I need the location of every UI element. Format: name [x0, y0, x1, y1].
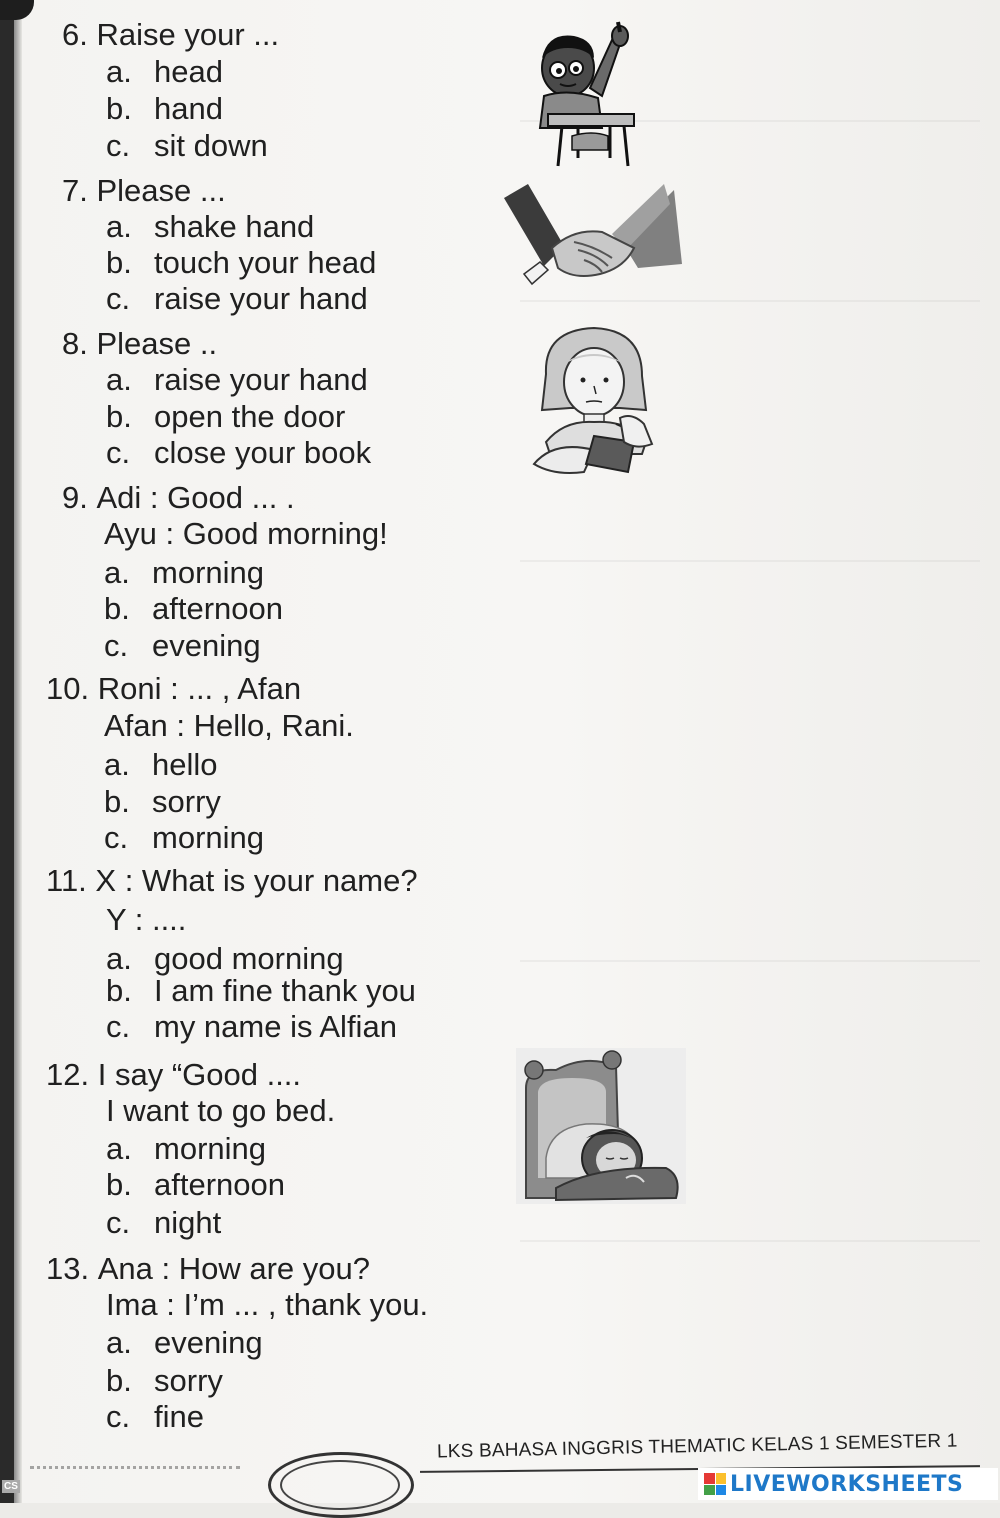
footer-handwritten-scrawl [30, 1466, 240, 1481]
scanner-watermark [2, 1480, 20, 1493]
option-6c[interactable] [106, 127, 268, 164]
option-text: head [154, 54, 223, 89]
option-text: raise your hand [154, 281, 368, 316]
option-letter: c. [104, 628, 129, 663]
option-7c[interactable] [106, 280, 368, 317]
option-8b[interactable] [106, 398, 345, 435]
question-7 [62, 172, 226, 209]
question-number: 6. [62, 17, 88, 52]
option-text: afternoon [154, 1167, 285, 1202]
question-12 [46, 1056, 301, 1093]
option-letter: c. [106, 1399, 131, 1434]
liveworksheets-logo-icon [704, 1473, 726, 1495]
question-8 [62, 325, 217, 362]
option-text: afternoon [152, 591, 283, 626]
option-text: hand [154, 91, 223, 126]
option-text: morning [154, 1131, 266, 1166]
option-letter: a. [106, 1325, 132, 1360]
option-text: hello [152, 747, 218, 782]
option-letter: b. [106, 91, 132, 126]
option-letter: b. [106, 399, 132, 434]
question-number: 8. [62, 326, 88, 361]
show-through-line [520, 560, 980, 562]
option-text: fine [154, 1399, 204, 1434]
option-letter: a. [104, 747, 130, 782]
option-letter: a. [106, 362, 132, 397]
liveworksheets-logo[interactable] [698, 1468, 998, 1500]
question-9 [62, 479, 295, 516]
question-number: 12. [46, 1057, 90, 1092]
option-10b[interactable] [104, 783, 221, 820]
dialogue-line: Ima : I’m ... , thank you. [106, 1287, 429, 1322]
option-10c[interactable] [104, 819, 264, 856]
page-binding-shadow [0, 0, 14, 1503]
footer-book-title: LKS BAHASA INGGRIS THEMATIC KELAS 1 SEMESTER 1 [436, 1430, 958, 1463]
option-13a[interactable] [106, 1324, 263, 1361]
option-letter: a. [106, 209, 132, 244]
option-letter: a. [104, 555, 130, 590]
option-letter: a. [106, 941, 132, 976]
question-number: 7. [62, 173, 88, 208]
show-through-line [520, 1240, 980, 1242]
boy-raising-hand-illustration [528, 18, 638, 170]
option-letter: c. [106, 128, 131, 163]
option-letter: b. [106, 1363, 132, 1398]
option-text: shake hand [154, 209, 315, 244]
option-letter: b. [104, 784, 130, 819]
option-letter: a. [106, 54, 132, 89]
question-stem: I say “Good .... [97, 1057, 302, 1092]
option-letter: c. [106, 1205, 131, 1240]
option-letter: c. [106, 435, 131, 470]
question-stem: Ana : How are you? [97, 1251, 370, 1286]
option-letter: c. [104, 820, 129, 855]
option-letter: b. [106, 245, 132, 280]
show-through-line [520, 960, 980, 962]
option-letter: b. [104, 591, 130, 626]
option-12c[interactable] [106, 1204, 221, 1241]
option-7a[interactable] [106, 208, 314, 245]
option-12a[interactable] [106, 1130, 266, 1167]
option-9b[interactable] [104, 590, 283, 627]
option-text: touch your head [154, 245, 377, 280]
option-text: raise your hand [154, 362, 368, 397]
option-text: morning [152, 555, 264, 590]
option-12b[interactable] [106, 1166, 285, 1203]
option-text: my name is Alfian [154, 1009, 397, 1044]
option-letter: b. [106, 973, 132, 1008]
option-11b[interactable] [106, 972, 416, 1009]
option-6b[interactable] [106, 90, 223, 127]
option-text: sit down [154, 128, 268, 163]
option-text: sorry [154, 1363, 223, 1398]
option-text: good morning [154, 941, 344, 976]
option-text: morning [152, 820, 264, 855]
question-stem: Roni : ... , Afan [97, 671, 302, 706]
show-through-line [520, 300, 980, 302]
dialogue-line: Afan : Hello, Rani. [104, 708, 354, 743]
option-10a[interactable] [104, 746, 218, 783]
option-text: sorry [152, 784, 221, 819]
question-number: 9. [62, 480, 88, 515]
question-number: 13. [46, 1251, 90, 1286]
option-8a[interactable] [106, 361, 368, 398]
option-letter: b. [106, 1167, 132, 1202]
dialogue-line: Y : .... [106, 902, 187, 937]
option-9a[interactable] [104, 554, 264, 591]
option-6a[interactable] [106, 53, 223, 90]
option-letter: c. [106, 281, 131, 316]
option-letter: c. [106, 1009, 131, 1044]
option-7b[interactable] [106, 244, 376, 281]
girl-closing-book-illustration [524, 324, 670, 480]
handshake-illustration [504, 184, 682, 286]
option-9c[interactable] [104, 627, 261, 664]
question-stem: Raise your ... [96, 17, 280, 52]
question-13 [46, 1250, 370, 1287]
option-13b[interactable] [106, 1362, 223, 1399]
option-text: night [154, 1205, 222, 1240]
question-number: 10. [46, 671, 90, 706]
liveworksheets-brand-text: LIVEWORKSHEETS [730, 1471, 964, 1497]
question-11 [46, 862, 418, 899]
question-stem: X : What is your name? [95, 863, 418, 898]
dialogue-line: I want to go bed. [106, 1093, 336, 1128]
question-number: 11. [46, 863, 87, 898]
page-edge-gradient [14, 0, 22, 1503]
dialogue-line: Ayu : Good morning! [104, 516, 388, 551]
option-text: I am fine thank you [154, 973, 416, 1008]
option-text: open the door [154, 399, 346, 434]
scanner-label: CS [4, 1481, 18, 1492]
question-stem: Please .. [96, 326, 218, 361]
question-10 [46, 670, 301, 707]
option-text: evening [154, 1325, 263, 1360]
girl-sleeping-illustration [516, 1048, 686, 1204]
question-6 [62, 16, 279, 53]
option-8c[interactable] [106, 434, 371, 471]
option-text: evening [152, 628, 261, 663]
question-stem: Adi : Good ... . [96, 480, 295, 515]
option-13c[interactable] [106, 1398, 204, 1435]
option-11c[interactable] [106, 1008, 397, 1045]
option-letter: a. [106, 1131, 132, 1166]
option-text: close your book [154, 435, 372, 470]
question-stem: Please ... [96, 173, 226, 208]
